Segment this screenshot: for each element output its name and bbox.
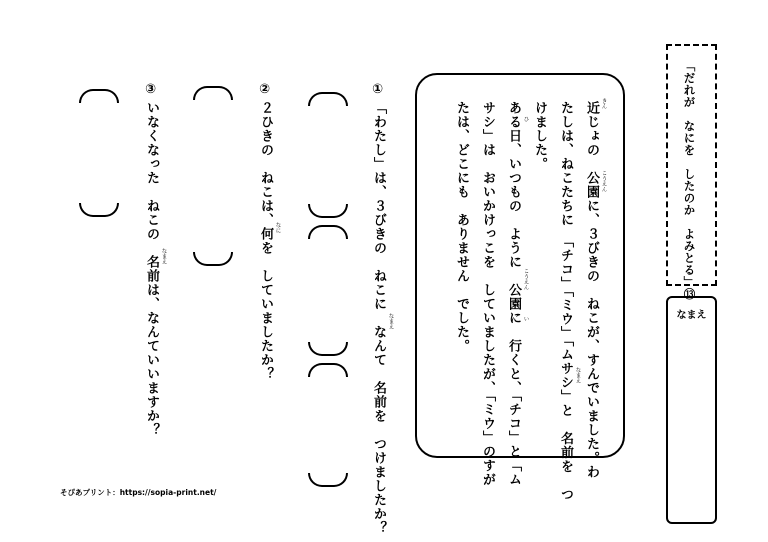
- ruby-kouen-1: こうえん: [600, 170, 607, 192]
- answer-3-bracket-bottom[interactable]: [79, 203, 119, 217]
- question-1-number: ①: [372, 82, 384, 97]
- ruby-namae-passage: なまえ: [574, 367, 581, 384]
- worksheet-title: 「だれが なにを したのか よみとる」⑬: [682, 60, 697, 300]
- footer-credit: そぴあプリント：https://sopia-print.net/: [60, 488, 217, 497]
- passage-line-6: たは、どこにも ありません でした。: [454, 101, 469, 353]
- question-3-number: ③: [145, 82, 157, 97]
- name-label: なまえ: [676, 310, 707, 321]
- question-1-ruby: なまえ: [387, 313, 394, 330]
- name-box[interactable]: [666, 296, 717, 524]
- answer-1b-bracket-bottom[interactable]: [308, 342, 348, 356]
- passage-line-4: ある日、いつもの ように 公園に 行くと、「チコ」と「ム: [506, 101, 521, 487]
- answer-1a-bracket-bottom[interactable]: [308, 204, 348, 218]
- ruby-i: い: [522, 316, 529, 322]
- answer-1c-bracket-top: [308, 363, 348, 377]
- question-2-number: ②: [259, 82, 271, 97]
- passage-line-2: たしは、ねこたちに 「チコ」「ミウ」「ムサシ」と 名前を つ: [558, 101, 573, 502]
- answer-1c-bracket-bottom[interactable]: [308, 473, 348, 487]
- answer-2-bracket-top: [193, 86, 233, 100]
- question-2-text: ２ひきの ねこは、何を していましたか？: [258, 101, 273, 381]
- passage-line-5: サシ」は おいかけっこを していましたが、「ミウ」のすが: [480, 101, 495, 487]
- ruby-kin: きん: [600, 98, 607, 109]
- title-box: [666, 44, 717, 300]
- answer-1b-bracket-top: [308, 225, 348, 239]
- ruby-hi: ひ: [522, 116, 529, 122]
- passage-line-1: 近じょの 公園に、３びきの ねこが、すんでいました。わ: [584, 101, 599, 479]
- ruby-kouen-2: こうえん: [522, 268, 529, 290]
- question-2-ruby: なに: [274, 222, 281, 233]
- answer-2-bracket-bottom[interactable]: [193, 252, 233, 266]
- question-3-text: いなくなった ねこの 名前は、なんていいますか？: [144, 101, 159, 437]
- question-1-text: 「わたし」は、３びきの ねこに なんて 名前を つけましたか？: [371, 101, 386, 535]
- passage-line-3: けました。: [532, 101, 547, 171]
- answer-3-bracket-top: [79, 89, 119, 103]
- answer-1a-bracket-top: [308, 92, 348, 106]
- question-3-ruby: なまえ: [160, 248, 167, 265]
